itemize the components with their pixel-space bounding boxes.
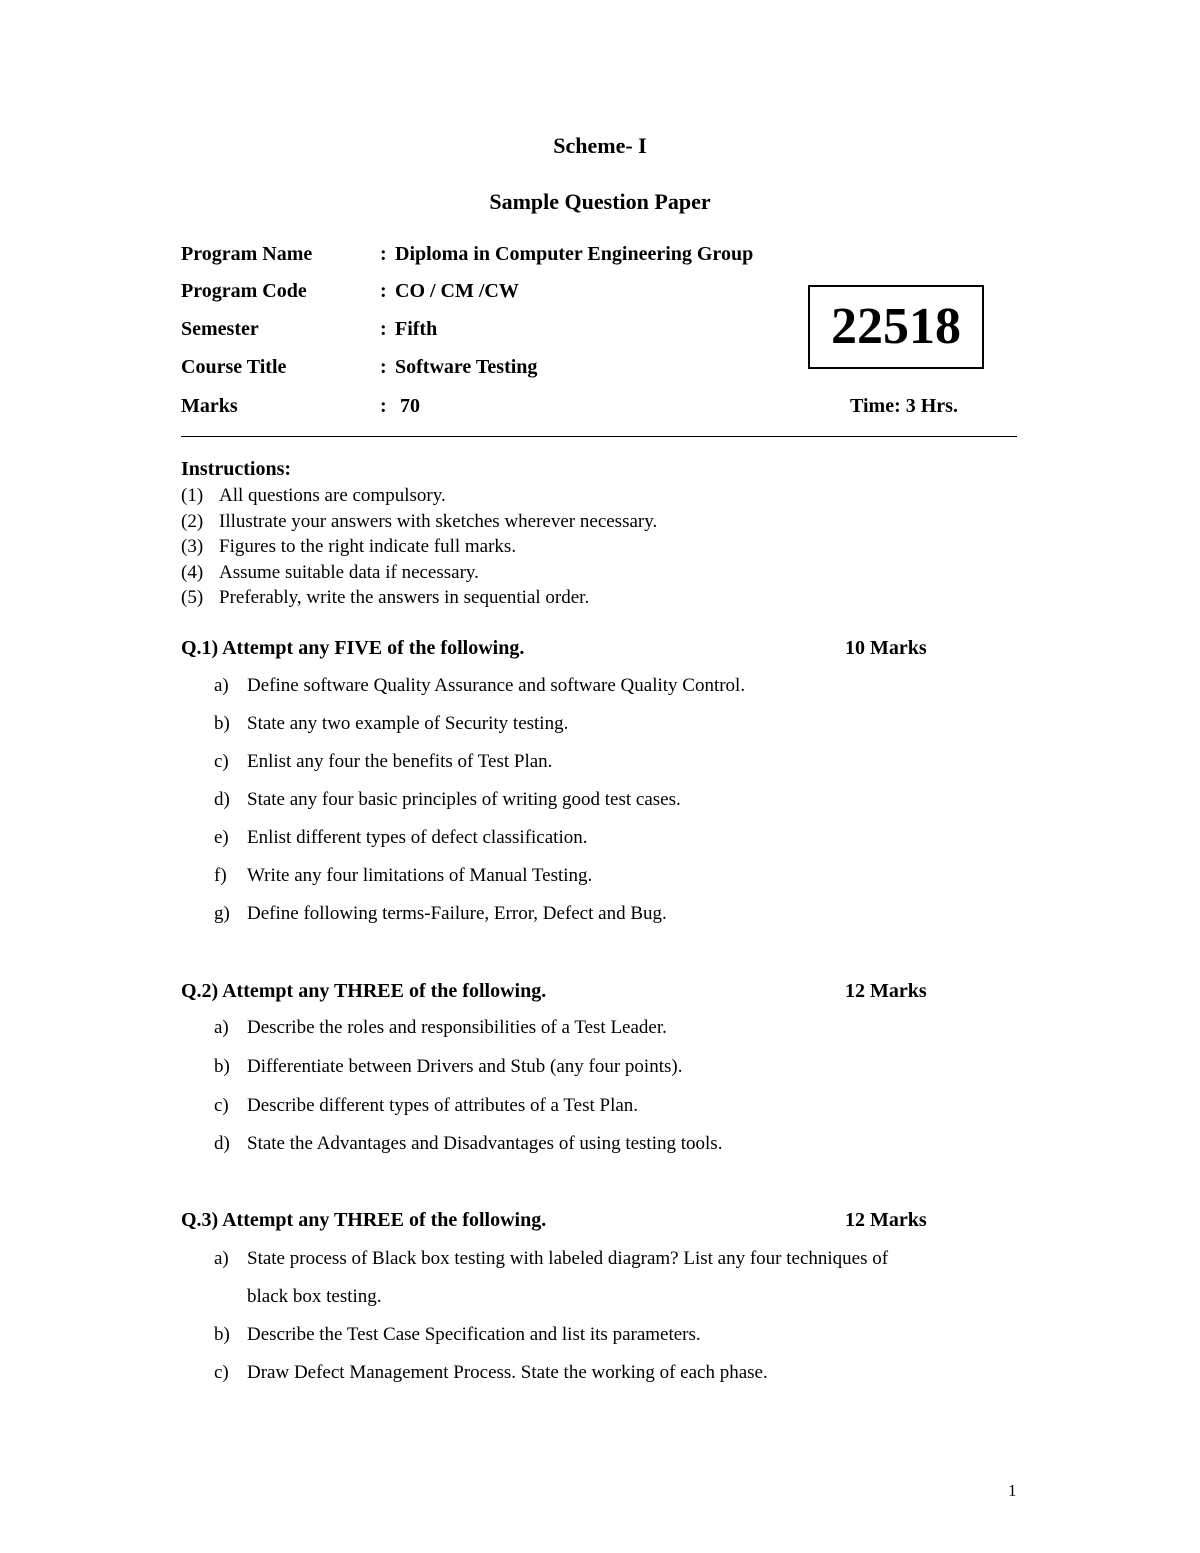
question-title: Q.3) Attempt any THREE of the following. <box>181 1209 547 1231</box>
question-item-text: State the Advantages and Disadvantages of using testing tools. <box>247 1133 723 1154</box>
question-item-text: State any two example of Security testing. <box>247 713 569 734</box>
question-marks: 12 Marks <box>845 980 927 1002</box>
question-item-letter: c) <box>214 1095 229 1116</box>
instruction-number: (3) <box>181 536 204 558</box>
question-item-letter: a) <box>214 675 229 696</box>
scheme-heading: Scheme- I <box>553 133 647 158</box>
meta-label: Program Code <box>181 280 307 302</box>
question-item-text: Describe the roles and responsibilities of a Test Leader. <box>247 1017 667 1038</box>
question-item-letter: b) <box>214 713 230 734</box>
instruction-text: Preferably, write the answers in sequential order. <box>219 587 590 609</box>
question-item-letter: a) <box>214 1248 229 1269</box>
question-item-letter: b) <box>214 1324 230 1345</box>
meta-value: Software Testing <box>395 356 538 378</box>
meta-value: CO / CM /CW <box>395 280 519 302</box>
meta-value: Fifth <box>395 318 438 340</box>
instruction-text: Assume suitable data if necessary. <box>219 561 479 583</box>
meta-label: Marks <box>181 395 238 417</box>
instruction-number: (1) <box>181 485 204 506</box>
course-code-box: 22518 <box>808 285 984 369</box>
meta-value: 70 <box>395 395 420 417</box>
meta-separator: : <box>380 318 387 340</box>
question-marks: 12 Marks <box>845 1209 927 1231</box>
question-item-letter: d) <box>214 1133 230 1154</box>
instructions-list <box>181 483 657 611</box>
question-item-continuation: black box testing. <box>247 1286 382 1307</box>
meta-label: Course Title <box>181 356 287 378</box>
meta-separator: : <box>380 280 387 302</box>
question-item-text: Define following terms-Failure, Error, Defect and Bug. <box>247 903 667 924</box>
instruction-item <box>181 585 657 611</box>
instruction-item <box>181 560 657 586</box>
question-marks: 10 Marks <box>845 637 927 659</box>
question-item-letter: f) <box>214 865 227 886</box>
page-title: Sample Question Paper <box>489 189 711 214</box>
question-item-text: Differentiate between Drivers and Stub (any four points). <box>247 1056 683 1077</box>
instruction-text: Illustrate your answers with sketches wherever necessary. <box>219 510 658 532</box>
question-item-letter: d) <box>214 789 230 810</box>
question-item-letter: a) <box>214 1017 229 1038</box>
question-item-text: Enlist any four the benefits of Test Plan. <box>247 751 553 772</box>
instruction-text: Figures to the right indicate full marks. <box>219 536 517 558</box>
meta-label: Semester <box>181 318 259 340</box>
question-item-text: Define software Quality Assurance and software Quality Control. <box>247 675 746 696</box>
question-item-letter: c) <box>214 751 229 772</box>
exam-time: Time: 3 Hrs. <box>850 395 958 417</box>
question-title: Q.2) Attempt any THREE of the following. <box>181 980 547 1002</box>
meta-label: Program Name <box>181 243 313 265</box>
instruction-number: (2) <box>181 510 204 532</box>
meta-value: Diploma in Computer Engineering Group <box>395 243 754 265</box>
instruction-item <box>181 534 657 560</box>
instructions-heading: Instructions: <box>181 458 292 480</box>
question-item-letter: c) <box>214 1362 229 1383</box>
question-item-text: Describe the Test Case Specification and list its parameters. <box>247 1324 701 1345</box>
question-item-text: Enlist different types of defect classification. <box>247 827 588 848</box>
instruction-item <box>181 483 657 509</box>
question-item-letter: b) <box>214 1056 230 1077</box>
instruction-number: (4) <box>181 561 204 583</box>
meta-separator: : <box>380 356 387 378</box>
question-item-letter: g) <box>214 903 230 924</box>
meta-separator: : <box>380 243 387 265</box>
question-item-text: Draw Defect Management Process. State the working of each phase. <box>247 1362 768 1383</box>
question-item-text: Describe different types of attributes of a Test Plan. <box>247 1095 639 1116</box>
question-item-text: State process of Black box testing with labeled diagram? List any four techniques of <box>247 1248 889 1269</box>
instruction-item <box>181 509 657 535</box>
question-1-heading <box>181 637 941 663</box>
instruction-number: (5) <box>181 587 204 609</box>
question-item-letter: e) <box>214 827 229 848</box>
page-number: 1 <box>1008 1481 1017 1500</box>
question-3-heading <box>181 1209 941 1235</box>
question-title: Q.1) Attempt any FIVE of the following. <box>181 637 525 659</box>
question-item-text: Write any four limitations of Manual Testing. <box>247 865 593 886</box>
header-divider <box>181 436 1017 437</box>
question-item-text: State any four basic principles of writing good test cases. <box>247 789 681 810</box>
question-2-heading <box>181 980 941 1006</box>
meta-row-program-name <box>181 243 981 269</box>
instruction-text: All questions are compulsory. <box>219 485 446 506</box>
meta-separator: : <box>380 395 387 417</box>
